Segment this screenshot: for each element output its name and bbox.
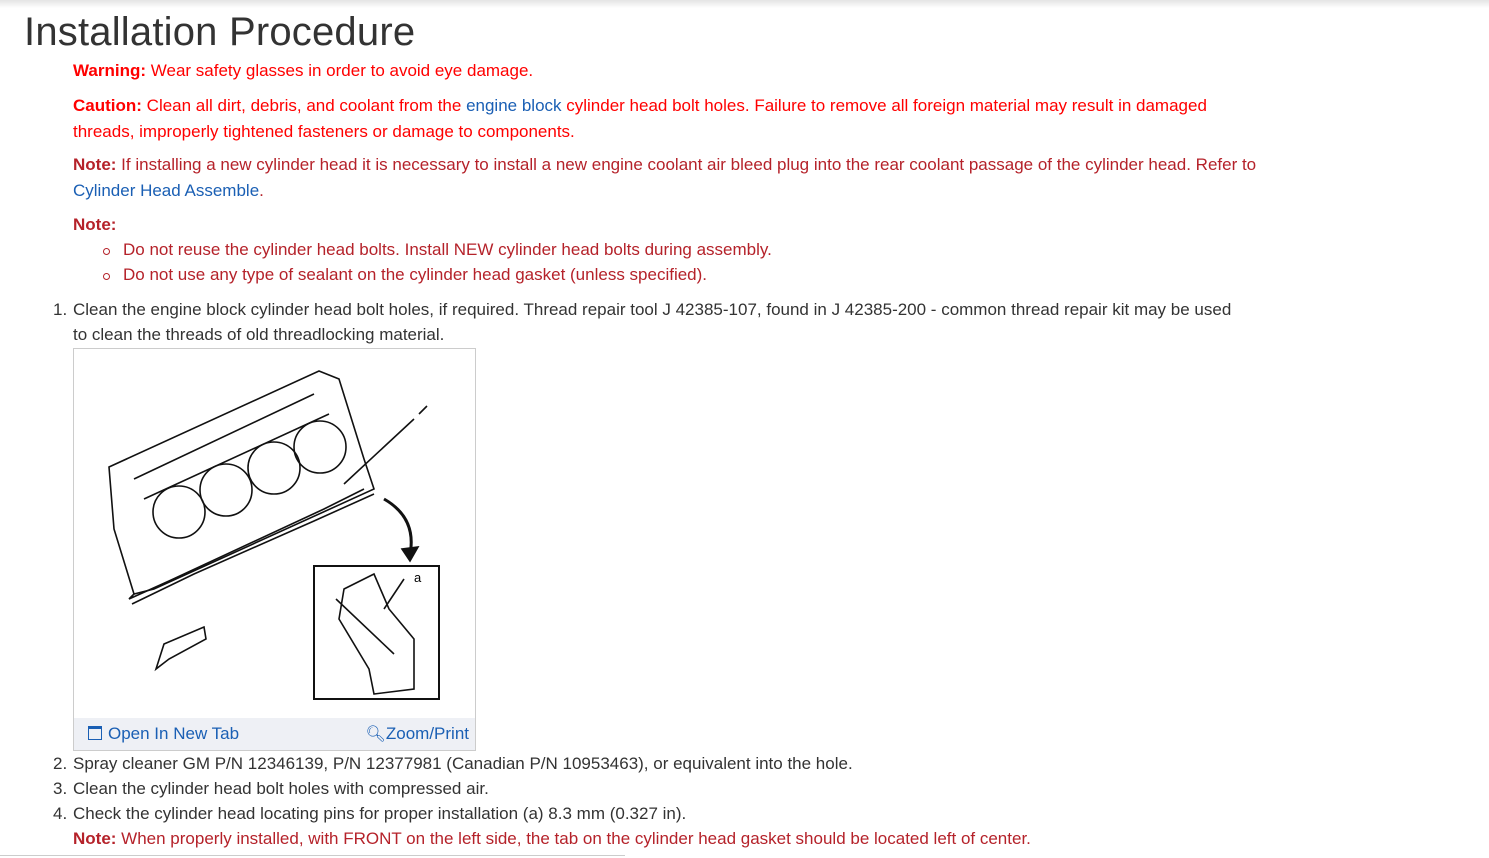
caution-text-2: cylinder head bolt holes. Failure to remove all foreign material may result in damaged threads, improperly tightened fasteners or damage to components. <box>73 96 1207 141</box>
note-label: Note: <box>73 829 117 848</box>
step-4 <box>53 801 1243 826</box>
callout-a: a <box>414 570 422 585</box>
bullet-text: Do not reuse the cylinder head bolts. Install NEW cylinder head bolts during assembly. <box>123 240 772 259</box>
bullet-text: Do not use any type of sealant on the cylinder head gasket (unless specified). <box>123 265 708 284</box>
list-item <box>105 240 772 260</box>
open-in-new-tab-link[interactable] <box>88 724 239 744</box>
step-3 <box>53 776 1243 801</box>
note-text: When properly installed, with FRONT on the left side, the tab on the cylinder head gasket should be located left of center. <box>116 829 1031 848</box>
step-number: 2. <box>53 754 68 773</box>
step-text: Clean the engine block cylinder head bolt holes, if required. Thread repair tool J 42385-107, found in J 42385-200 - common thread repair kit may be used to clean the threads of old threadlocking material. <box>73 300 1232 344</box>
zoom-label: Zoom/Print <box>385 724 469 743</box>
warning-label: Warning: <box>73 61 147 80</box>
note-gasket-tab <box>73 826 1263 852</box>
caution-label: Caution: <box>73 96 142 115</box>
note-text-end: . <box>259 181 264 200</box>
cylinder-block-illustration <box>74 349 475 717</box>
step-1 <box>53 297 1243 347</box>
note-text: If installing a new cylinder head it is necessary to install a new engine coolant air bleed plug into the rear coolant passage of the cylinder head. Refer to <box>116 155 1257 174</box>
list-item <box>105 265 707 285</box>
warning <box>73 58 1263 84</box>
step-number: 4. <box>53 804 68 823</box>
cylinder-head-assemble-link[interactable]: Cylinder Head Assemble <box>73 181 260 200</box>
open-new-tab-icon <box>88 726 102 740</box>
note-new-head <box>73 152 1263 204</box>
step-number: 3. <box>53 779 68 798</box>
figure-toolbar <box>74 718 475 750</box>
warning-text: Wear safety glasses in order to avoid eye damage. <box>146 61 534 80</box>
step-2 <box>53 751 1243 776</box>
zoom-in-icon: 🔍︎ <box>365 726 386 743</box>
top-shadow <box>0 0 1489 8</box>
note-label: Note: <box>73 155 117 174</box>
caution <box>73 93 1263 145</box>
note-label: Note: <box>73 215 117 234</box>
open-label: Open In New Tab <box>108 724 240 743</box>
figure-cylinder-block <box>73 348 476 751</box>
step-text: Check the cylinder head locating pins for proper installation (a) 8.3 mm (0.327 in). <box>73 804 687 823</box>
step-number: 1. <box>53 300 68 319</box>
step-text: Spray cleaner GM P/N 12346139, P/N 12377981 (Canadian P/N 10953463), or equivalent into the hole. <box>73 754 853 773</box>
page-title: Installation Procedure <box>24 10 416 54</box>
divider <box>0 855 625 856</box>
caution-text: Clean all dirt, debris, and coolant from the <box>141 96 467 115</box>
note-bolts <box>73 212 1263 238</box>
step-text: Clean the cylinder head bolt holes with compressed air. <box>73 779 489 798</box>
zoom-print-link[interactable] <box>366 724 469 744</box>
engine-block-link[interactable]: engine block <box>466 96 562 115</box>
